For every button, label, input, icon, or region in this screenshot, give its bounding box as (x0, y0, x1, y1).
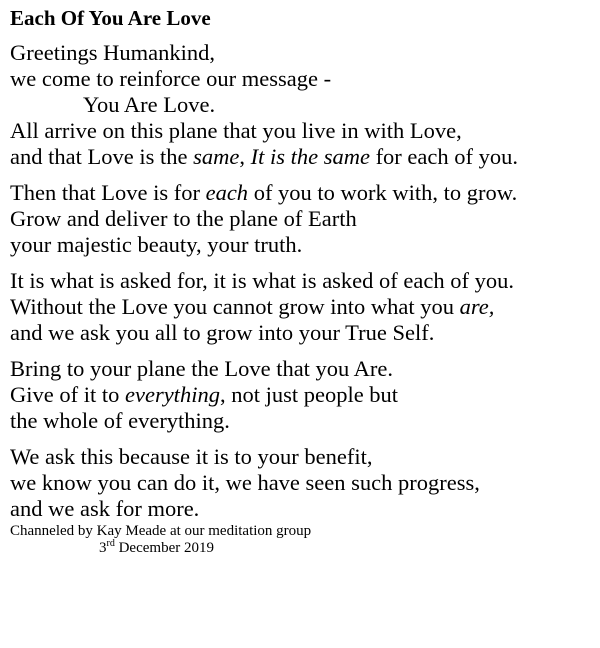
text-segment: , not just people but (219, 382, 399, 407)
page-title: Each Of You Are Love (10, 6, 211, 30)
text-segment: , (239, 144, 251, 169)
text-line: Bring to your plane the Love that you Are. (10, 356, 394, 381)
text-line: All arrive on this plane that you live in with Love, (10, 118, 462, 143)
stanza-2 (10, 180, 600, 258)
document-page (10, 0, 600, 557)
text-segment: and that Love is the (10, 144, 194, 169)
stanza-3 (10, 268, 600, 346)
date-day: 3 (99, 540, 107, 556)
text-segment: Give of it to (10, 382, 125, 407)
text-line-indented: You Are Love. (83, 92, 216, 117)
italic-emphasis: each (205, 180, 249, 205)
text-line: we come to reinforce our message - (10, 66, 332, 91)
text-line: We ask this because it is to your benefit, (10, 444, 373, 469)
text-segment: of you to work with, to grow. (248, 180, 518, 205)
date-line (10, 540, 600, 557)
text-line: we know you can do it, we have seen such progress, (10, 470, 480, 495)
text-line: and we ask you all to grow into your True Self. (10, 320, 435, 345)
text-line: Greetings Humankind, (10, 40, 215, 65)
italic-emphasis: are, (459, 294, 495, 319)
text-line (10, 294, 600, 320)
stanza-4 (10, 356, 600, 434)
text-line: It is what is asked for, it is what is asked of each of you. (10, 268, 514, 293)
italic-emphasis: It is the same (250, 144, 370, 169)
text-segment: Without the Love you cannot grow into what you (10, 294, 460, 319)
text-line: your majestic beauty, your truth. (10, 232, 303, 257)
italic-emphasis: same (193, 144, 240, 169)
text-segment: Then that Love is for (10, 180, 206, 205)
text-segment: for each of you. (369, 144, 519, 169)
italic-emphasis: everything (124, 382, 220, 407)
stanza-5 (10, 444, 600, 522)
date-rest: December 2019 (114, 540, 214, 556)
text-line: and we ask for more. (10, 496, 200, 521)
text-line (10, 382, 600, 408)
text-line: the whole of everything. (10, 408, 230, 433)
text-line (10, 180, 600, 206)
date-ordinal-suffix: rd (106, 538, 115, 549)
stanza-1 (10, 40, 600, 170)
text-line (10, 144, 600, 170)
credit-line: Channeled by Kay Meade at our meditation group (10, 523, 312, 539)
text-line: Grow and deliver to the plane of Earth (10, 206, 357, 231)
